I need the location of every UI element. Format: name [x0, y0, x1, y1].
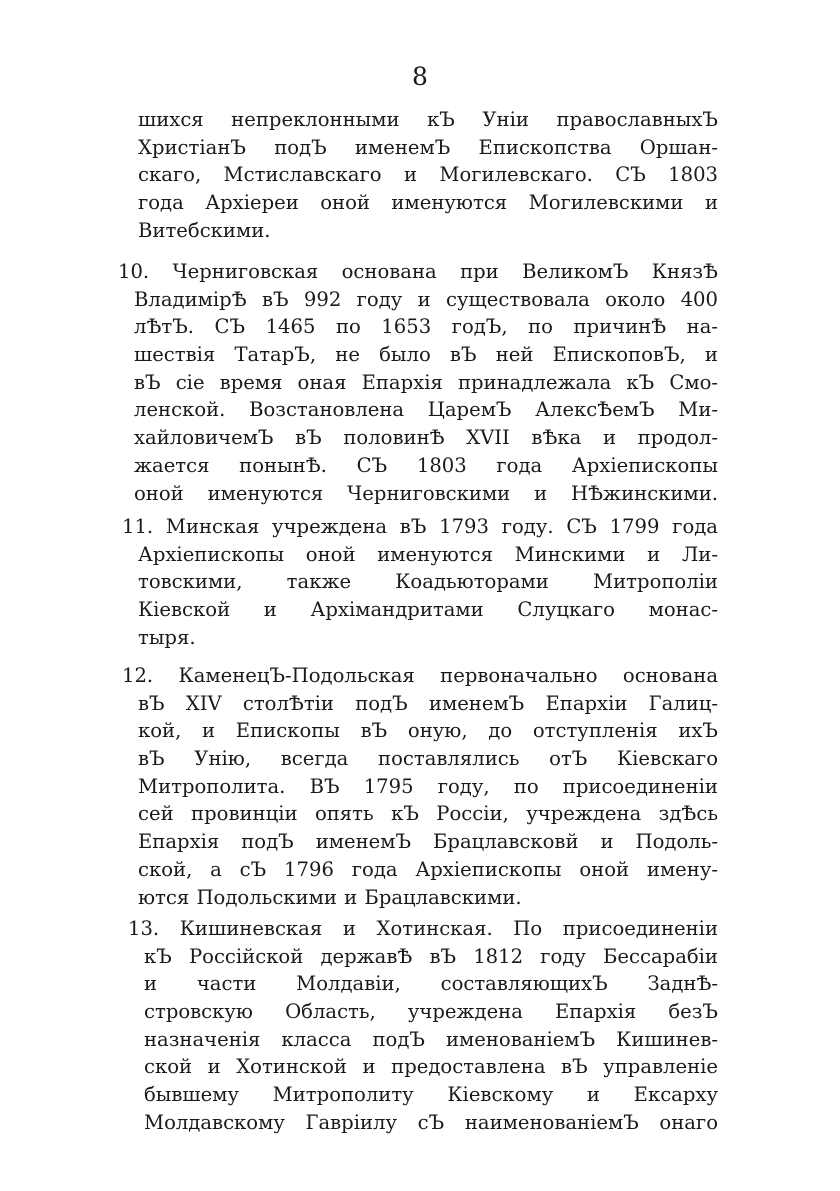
text-line: ВладимірѢ вЪ 992 году и существовала около 400 — [134, 287, 718, 311]
text-line: кой, и Епископы вЪ оную, до отступленія ихЪ — [138, 719, 718, 743]
text-line: тыря. — [138, 625, 196, 649]
text-line: вЪ сіе время оная Епархія принадлежала кЪ Смо- — [134, 370, 718, 394]
page-number: 8 — [412, 62, 428, 91]
paragraph-12 — [122, 662, 718, 911]
text-line: кЪ Россійской державѢ вЪ 1812 году Бессарабіи — [144, 944, 718, 968]
text-line: шихся непреклонными кЪ Уніи православныхЪ — [138, 108, 718, 131]
text-line: жается понынѢ. СЪ 1803 года Архіепископы — [134, 453, 718, 477]
paragraph-10 — [118, 258, 718, 507]
text-line: Витебскими. — [138, 218, 271, 242]
paragraph-9-continuation — [138, 106, 718, 244]
text-line: бывшему Митрополиту Кіевскому и Ексарху — [144, 1083, 718, 1107]
text-line: вЪ Унію, всегда поставлялись отЪ Кіевскаго — [138, 747, 718, 771]
text-line: сей провинціи опять кЪ Россіи, учреждена здѢсь — [138, 802, 718, 826]
text-line: ской, а сЪ 1796 года Архіепископы оной имену- — [138, 857, 718, 881]
text-line: 10. Черниговская основана при ВеликомЪ КнязѢ — [118, 260, 718, 283]
text-line: хайловичемЪ вЪ половинѢ XVII вѢка и продол- — [134, 426, 718, 450]
text-line: Митрополита. ВЪ 1795 году, по присоединеніи — [138, 774, 718, 798]
text-line: ской и Хотинской и предоставлена вЪ управленіе — [144, 1055, 718, 1079]
text-line: 13. Кишиневская и Хотинская. По присоединеніи — [128, 917, 718, 940]
text-line: 12. КаменецЪ-Подольская первоначально основана — [122, 664, 718, 687]
text-line: Кіевской и Архімандритами Слуцкаго монас- — [138, 598, 718, 622]
text-line: и части Молдавіи, составляющихЪ ЗаднѢ- — [144, 972, 718, 996]
text-line: стровскую Область, учреждена Епархія безЪ — [144, 1000, 718, 1024]
text-line: назначенія класса подЪ именованіемЪ Кишинев- — [144, 1027, 718, 1051]
text-line: вЪ XIV столѢтіи подЪ именемЪ Епархіи Галиц- — [138, 691, 718, 715]
text-line: скаго, Мстиславскаго и Могилевскаго. СЪ 1803 — [138, 163, 718, 187]
text-line: Епархія подЪ именемЪ Брацлавсковй и Подоль- — [138, 830, 718, 854]
text-line: Архіепископы оной именуются Минскими и Ли- — [138, 542, 718, 566]
text-line: оной именуются Черниговскими и НѢжинскими. — [134, 481, 718, 505]
text-line: шествія ТатарЪ, не было вЪ ней ЕпископовЪ, и — [134, 343, 718, 367]
text-line: лѢтЪ. СЪ 1465 по 1653 годЪ, по причинѢ на- — [134, 315, 718, 339]
text-line: товскими, также Коадьюторами Митрополіи — [138, 570, 718, 594]
paragraph-13 — [128, 915, 718, 1137]
text-line: ются Подольскими и Брацлавскими. — [138, 885, 522, 909]
text-line: Молдавскому Гавріилу сЪ наименованіемЪ онаго — [144, 1110, 718, 1134]
text-line: 11. Минская учреждена вЪ 1793 году. СЪ 1799 года — [122, 515, 718, 538]
text-line: ленской. Возстановлена ЦаремЪ АлексѢемЪ Ми- — [134, 398, 718, 422]
text-line: ХристіанЪ подЪ именемЪ Епископства Оршан- — [138, 135, 718, 159]
paragraph-11 — [122, 513, 718, 651]
text-line: года Архіереи оной именуются Могилевскими и — [138, 191, 718, 215]
